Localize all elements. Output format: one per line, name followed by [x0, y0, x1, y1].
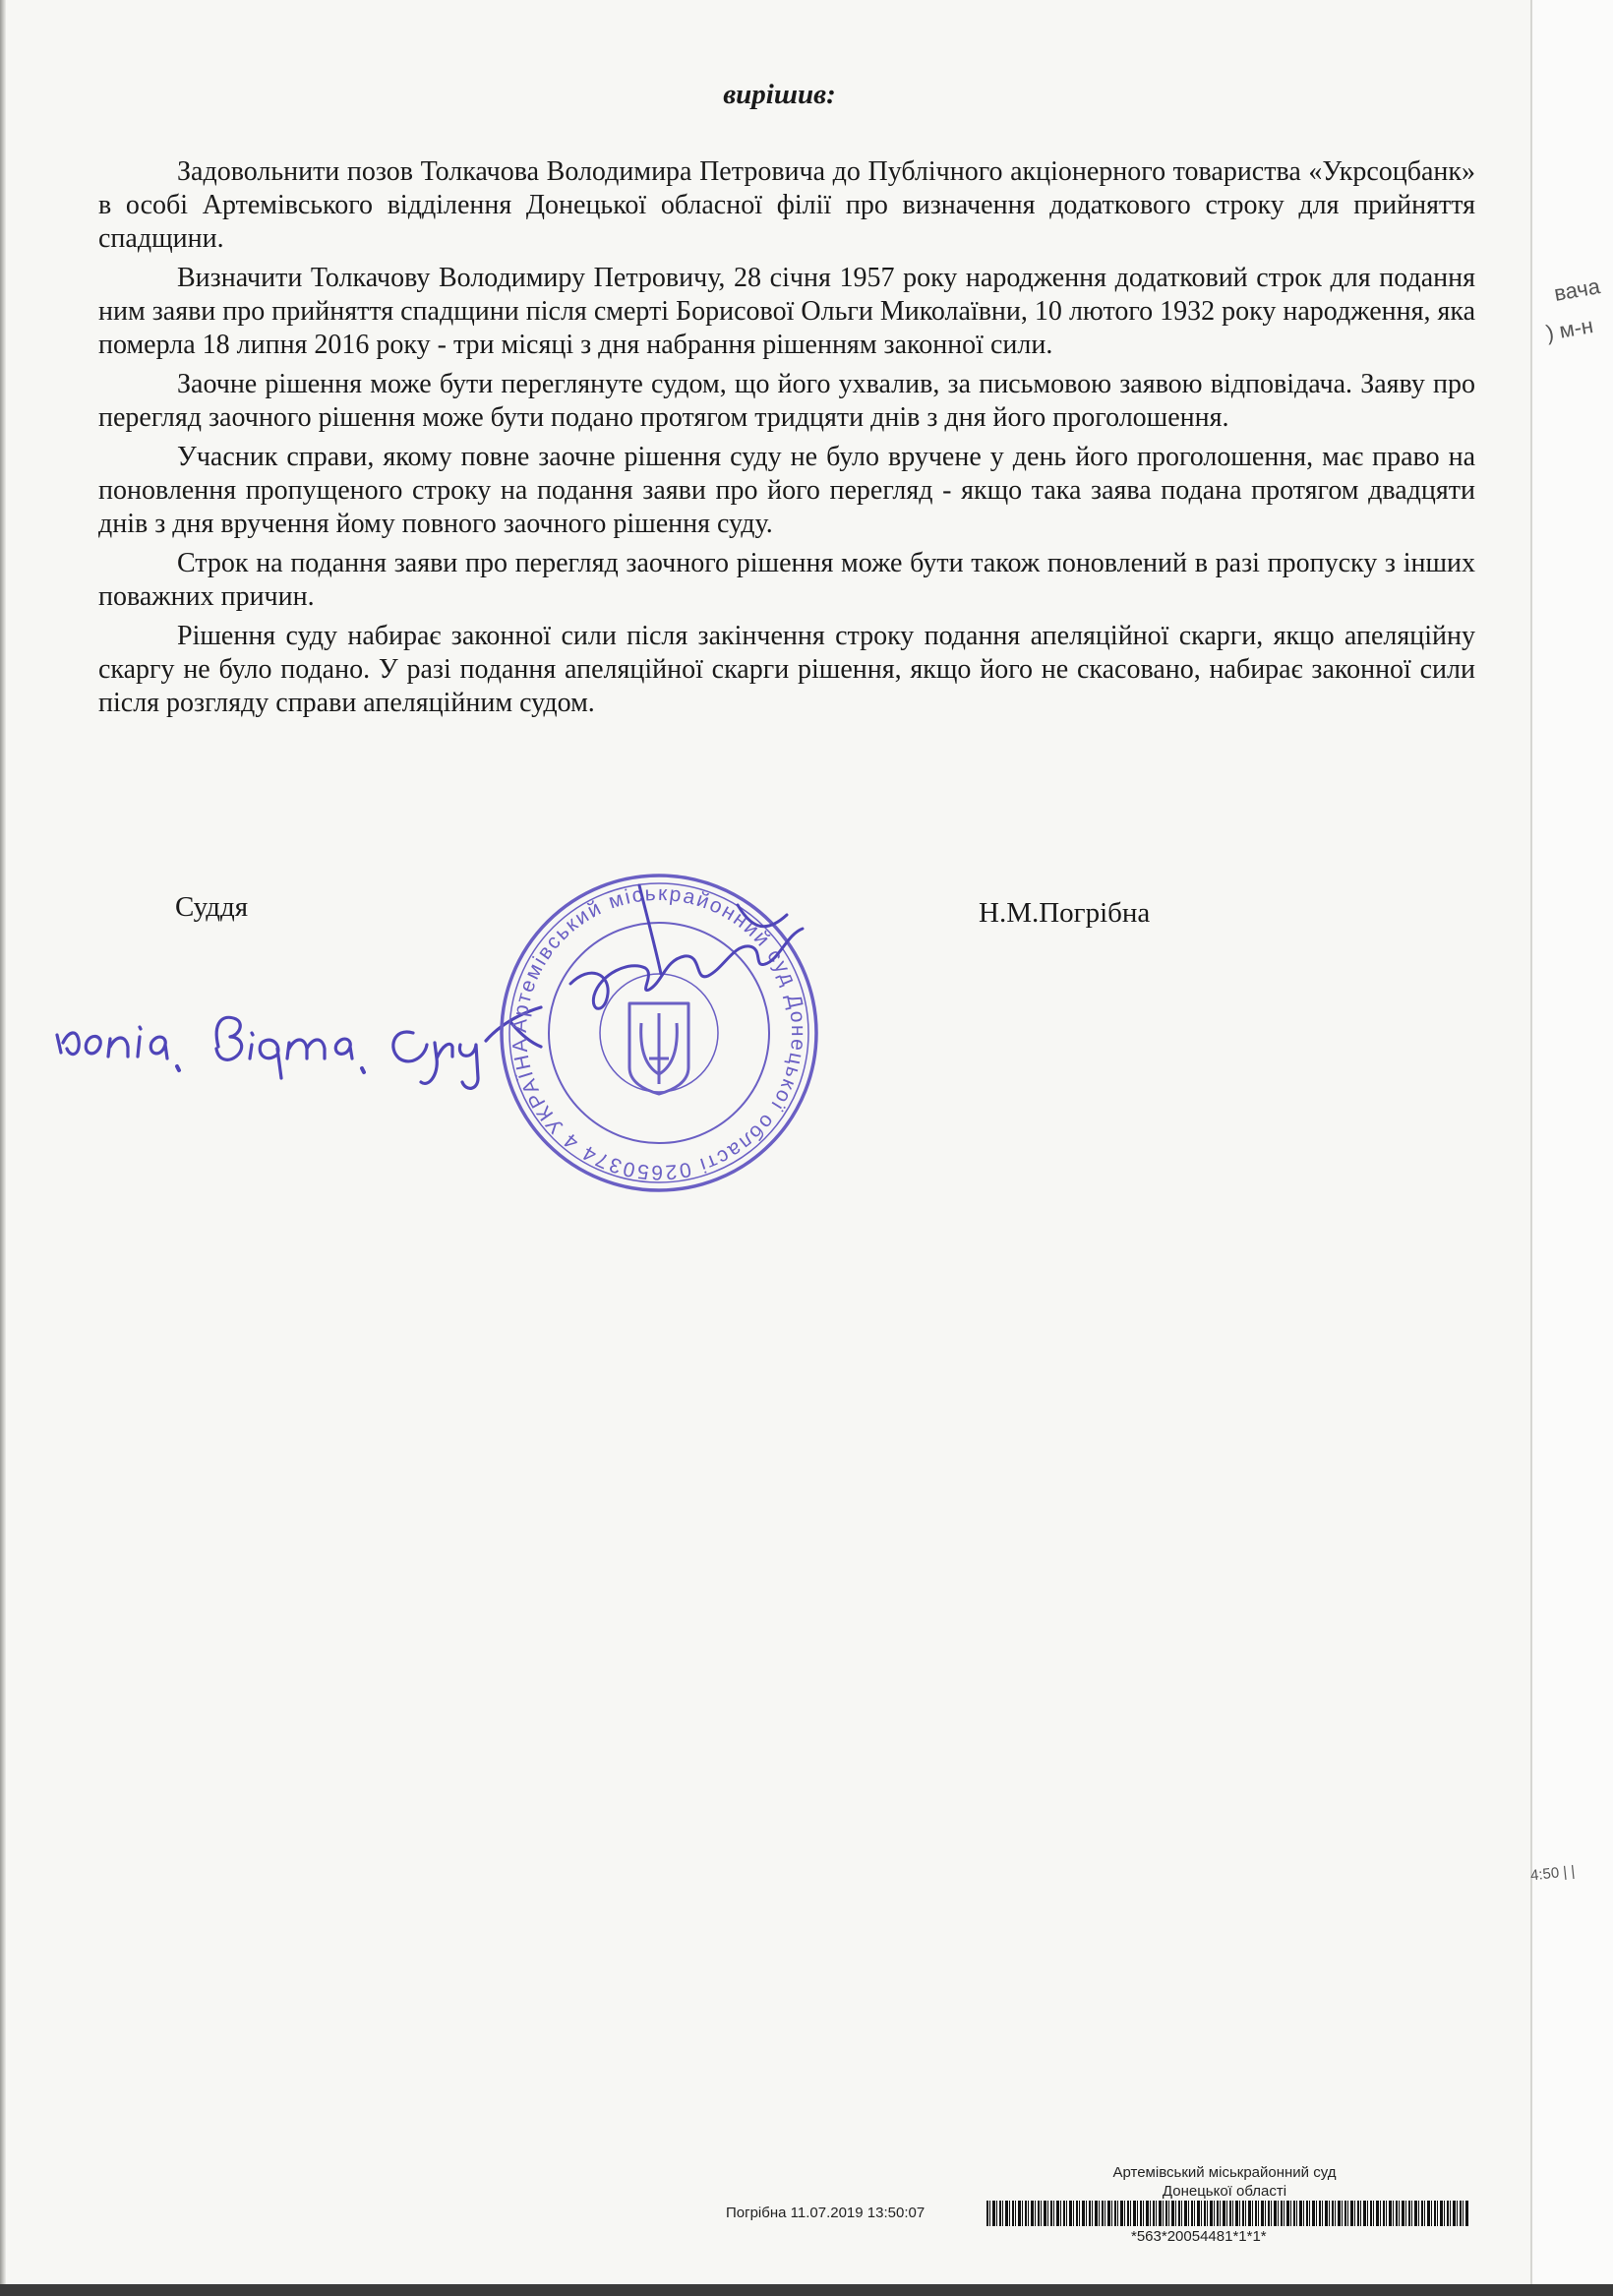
- barcode-number: *563*20054481*1*1*: [1131, 2228, 1267, 2245]
- margin-fragment-2: ) м-н: [1544, 313, 1595, 345]
- footer-court-line-1: Артемівський міськрайонний суд: [1112, 2164, 1337, 2181]
- judge-label: Суддя: [175, 891, 249, 923]
- margin-fragment-3: 4:50 | |: [1529, 1862, 1577, 1885]
- paragraph-3: Заочне рішення може бути переглянуте судом, що його ухвалив, за письмовою заявою відповідача. Заяву про перегляд заочного рішення може бути подано протягом тридцяти днів з дня його проголошення.: [98, 369, 1475, 433]
- seal-ring-text: Артемівський міськрайонний суд Донецької області 02650374 4 УКРАЇНА: [508, 881, 810, 1184]
- paragraph-5: Строк на подання заяви про перегляд заочного рішення може бути також поновлений в разі пропуску з інших поважних причин.: [98, 548, 1475, 612]
- paragraph-1: Задовольнити позов Толкачова Володимира Петровича до Публічного акціонерного товариства «Укрсоцбанк» в особі Артемівського відділення Донецької обласної філії про визначення додаткового строку для прийняття спадщини.: [98, 156, 1475, 254]
- footer-court-line-2: Донецької області: [1162, 2183, 1287, 2200]
- scan-edge-left: [0, 0, 6, 2296]
- footer-timestamp: Погрібна 11.07.2019 13:50:07: [726, 2205, 926, 2221]
- barcode: [986, 2201, 1468, 2226]
- margin-fragment-1: вача: [1552, 273, 1602, 306]
- trident-emblem-icon: [629, 1003, 688, 1094]
- paragraph-6: Рішення суду набирає законної сили після закінчення строку подання апеляційної скарги, якщо апеляційну скаргу не було подано. У разі подання апеляційної скарги рішення, якщо його не скасовано, набирає законної сили після розгляду справи апеляційним судом.: [98, 621, 1475, 718]
- judge-name: Н.М.Погрібна: [979, 897, 1151, 929]
- court-seal: [492, 866, 826, 1200]
- adjacent-page-edge: [1530, 0, 1613, 2296]
- decision-body: [98, 155, 1475, 726]
- paragraph-4: Учасник справи, якому повне заочне рішення суду не було вручене у день його проголошення, має право на поновлення пропущеного строку на подання заяви про його перегляд - якщо така заява подана протягом двадцяти днів з дня вручення йому повного заочного рішення суду.: [98, 442, 1475, 539]
- paragraph-2: Визначити Толкачову Володимиру Петровичу, 28 січня 1957 року народження додатковий строк для подання ним заяви про прийняття спадщини після смерті Борисової Ольги Миколаївни, 10 лютого 1932 року народження, яка померла 18 липня 2016 року - три місяці з дня набрання рішенням законної сили.: [98, 263, 1475, 360]
- footer-court-name: [1062, 2163, 1387, 2201]
- scan-edge-bottom: [0, 2284, 1613, 2296]
- decision-heading: вирішив:: [723, 79, 836, 110]
